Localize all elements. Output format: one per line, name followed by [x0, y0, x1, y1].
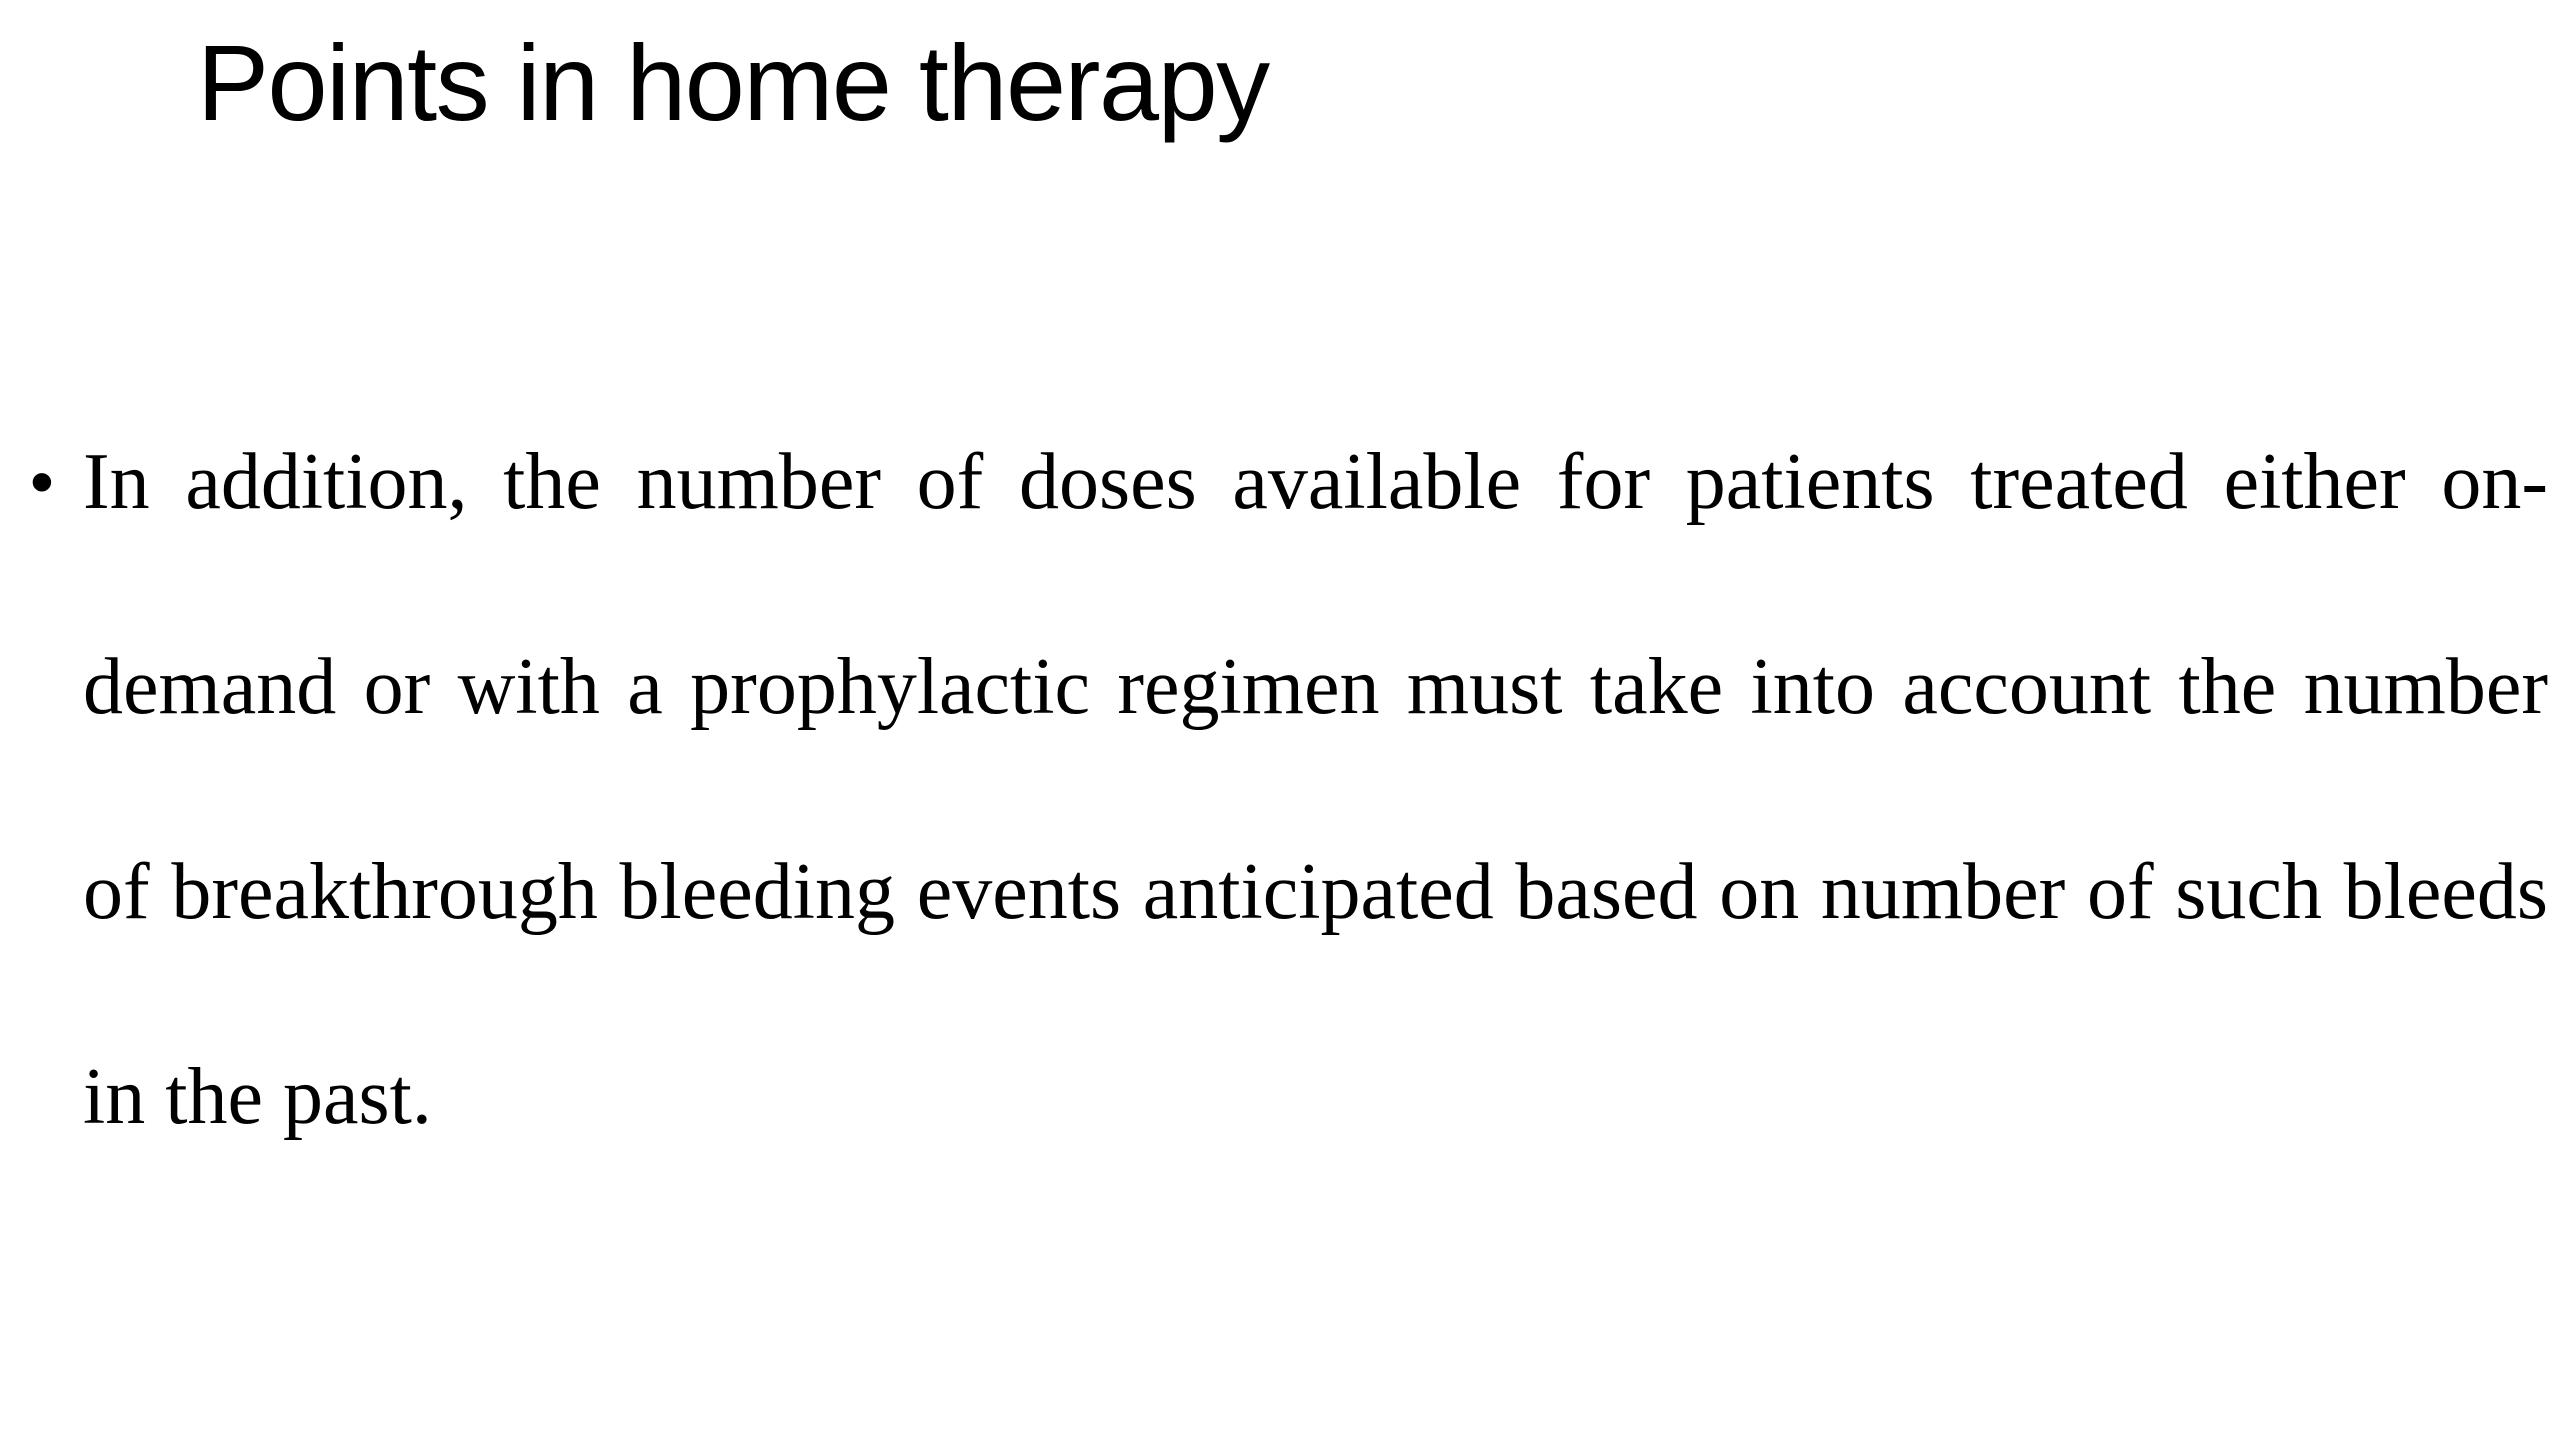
- bullet-text: In addition, the number of doses available for patients treated either on-demand or with a prophylactic regimen must take into account the number of breakthrough bleeding events anticipated based on number of such bleeds in the past.: [83, 438, 2548, 1141]
- bullet-marker: •: [30, 444, 54, 520]
- bullet-item: [30, 380, 2548, 1200]
- slide-title: Points in home therapy: [197, 22, 1269, 143]
- bullet-list: [30, 380, 2548, 1200]
